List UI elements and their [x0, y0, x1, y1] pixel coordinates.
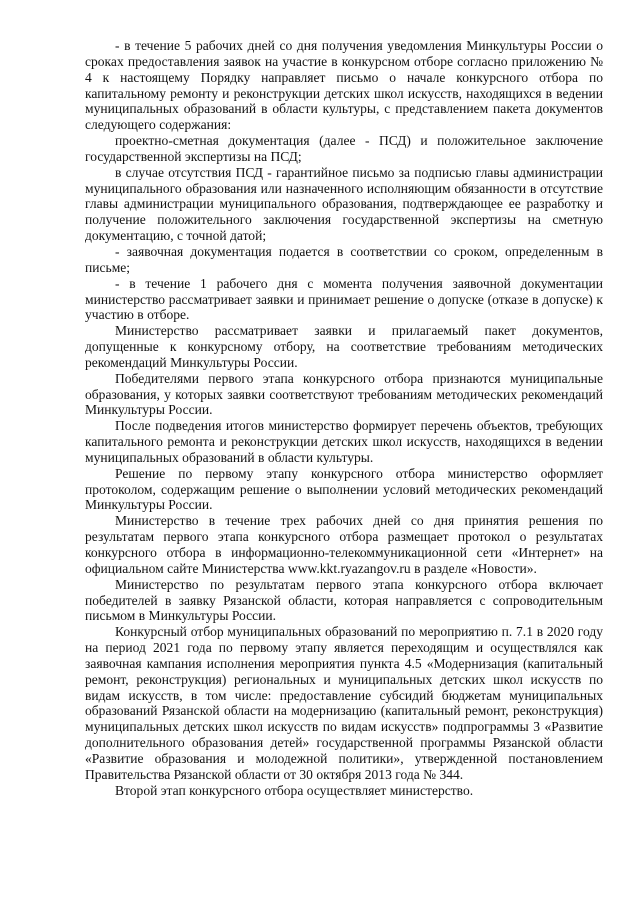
paragraph-10: Министерство в течение трех рабочих дней со дня принятия решения по результатам первого этапа конкурсного отбора размещает протокол о результатах конкурсного отбора в информационно-телекоммуникационной сети «Интернет» на официальном сайте Министерства www.kkt.ryazangov.ru в разделе «Новости».	[85, 513, 603, 576]
paragraph-11: Министерство по результатам первого этапа конкурсного отбора включает победителей в заявку Рязанской области, которая направляется с сопроводительным письмом в Минкультуры России.	[85, 576, 603, 624]
paragraph-4: - заявочная документация подается в соответствии со сроком, определенным в письме;	[85, 243, 603, 275]
document-page	[85, 38, 603, 799]
paragraph-7: Победителями первого этапа конкурсного отбора признаются муниципальные образования, у которых заявки соответствуют требованиям методических рекомендаций Минкультуры России.	[85, 370, 603, 418]
paragraph-6: Министерство рассматривает заявки и прилагаемый пакет документов, допущенные к конкурсному отбору, на соответствие требованиям методических рекомендаций Минкультуры России.	[85, 323, 603, 370]
paragraph-8: После подведения итогов министерство формирует перечень объектов, требующих капитального ремонта и реконструкции детских школ искусств, находящихся в ведении муниципальных образований в области культуры.	[85, 418, 603, 465]
paragraph-2: проектно-сметная документация (далее - ПСД) и положительное заключение государственной экспертизы на ПСД;	[85, 133, 603, 164]
paragraph-13: Второй этап конкурсного отбора осуществляет министерство.	[115, 782, 474, 798]
paragraph-12: Конкурсный отбор муниципальных образований по мероприятию п. 7.1 в 2020 году на период 2021 года по первому этапу является переходящим и осуществлялся как заявочная кампания исполнения мероприятия пункта 4.5 «Модернизация (капитальный ремонт, реконструкция) региональных и муниципальных детских школ искусств по видам искусств, в том числе: предоставление субсидий бюджетам муниципальных образований Рязанской области на модернизацию (капитальный ремонт, реконструкция) муниципальных детских школ искусств по видам искусств» подпрограммы 3 «Развитие дополнительного образования детей» государственной программы Рязанской области «Развитие образования и молодежной политики», утвержденной постановлением Правительства Рязанской области от 30 октября 2013 года № 344.	[85, 624, 603, 782]
paragraph-9: Решение по первому этапу конкурсного отбора министерство оформляет протоколом, содержащим решение о выполнении условий методических рекомендаций Минкультуры России.	[85, 465, 603, 513]
paragraph-1: - в течение 5 рабочих дней со дня получения уведомления Минкультуры России о сроках предоставления заявок на участие в конкурсном отборе согласно приложению № 4 к настоящему Порядку направляет письмо о начале конкурсного отбора по капитальному ремонту и реконструкции детских школ искусств, находящихся в ведении муниципальных образований в области культуры, с представлением пакета документов следующего содержания:	[85, 38, 603, 133]
paragraph-5: - в течение 1 рабочего дня с момента получения заявочной документации министерство рассматривает заявки и принимает решение о допуске (отказе в допуске) к участию в отборе.	[85, 275, 603, 323]
paragraph-3: в случае отсутствия ПСД - гарантийное письмо за подписью главы администрации муниципального образования или назначенного исполняющим обязанности в отсутствие главы администрации муниципального образования, подтверждающее ее разработку и получение положительного заключения государственной экспертизы на сметную документацию, с точной датой;	[85, 164, 603, 244]
